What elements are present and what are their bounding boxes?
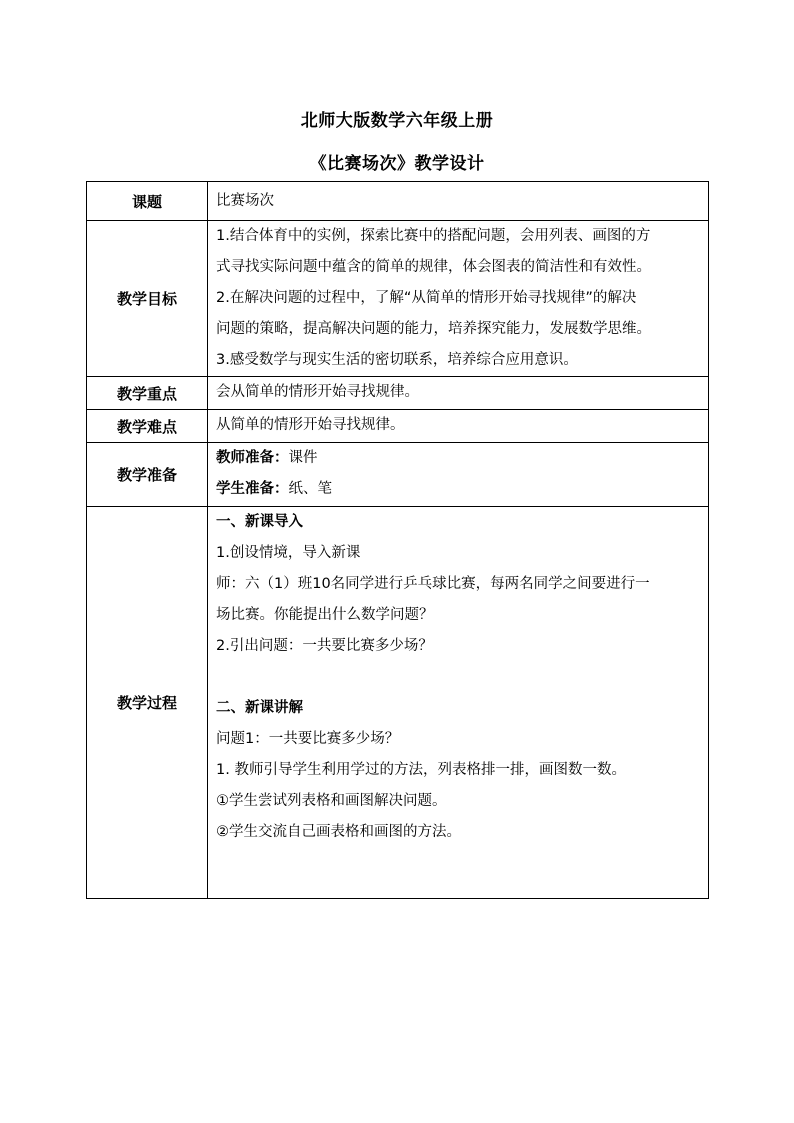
goal-line: 3.感受数学与现实生活的密切联系，培养综合应用意识。	[216, 352, 578, 368]
preparation-content	[208, 443, 709, 507]
document-title: 北师大版数学六年级上册	[300, 111, 494, 131]
topic-value: 比赛场次	[208, 182, 709, 221]
process-line: 1.创设情境，导入新课	[216, 545, 361, 561]
section-heading-explanation: 二、新课讲解	[216, 700, 303, 716]
difficulty-label: 教学难点	[87, 410, 208, 443]
document-subtitle: 《比赛场次》教学设计	[309, 154, 485, 174]
table-row-focus	[87, 377, 709, 410]
process-line: 场比赛。你能提出什么数学问题？	[216, 607, 434, 623]
process-label: 教学过程	[87, 507, 208, 899]
table-row-goals	[87, 221, 709, 377]
section-heading-intro: 一、新课导入	[216, 514, 303, 530]
focus-value: 会从简单的情形开始寻找规律。	[208, 377, 709, 410]
goal-line: 式寻找实际问题中蕴含的简单的规律，体会图表的简洁性和有效性。	[216, 259, 651, 275]
process-line: 师：六（1）班10名同学进行乒乓球比赛，每两名同学之间要进行一	[216, 576, 650, 592]
teacher-preparation-value: 课件	[288, 450, 318, 466]
lesson-plan-table	[86, 181, 709, 899]
table-row-difficulty	[87, 410, 709, 443]
goals-label: 教学目标	[87, 221, 208, 377]
process-line: ②学生交流自己画表格和画图的方法。	[216, 824, 461, 840]
focus-label: 教学重点	[87, 377, 208, 410]
difficulty-value: 从简单的情形开始寻找规律。	[208, 410, 709, 443]
student-preparation	[216, 474, 700, 505]
goal-line: 2.在解决问题的过程中，了解“从简单的情形开始寻找规律”的解决	[216, 290, 637, 306]
process-line: 1. 教师引导学生利用学过的方法，列表格排一排，画图数一数。	[216, 762, 626, 778]
preparation-label: 教学准备	[87, 443, 208, 507]
student-preparation-value: 纸、笔	[288, 481, 332, 497]
blank-line	[216, 662, 700, 693]
process-line: ①学生尝试列表格和画图解决问题。	[216, 793, 447, 809]
teacher-preparation	[216, 443, 700, 474]
table-row-process	[87, 507, 709, 899]
process-line: 问题1：一共要比赛多少场？	[216, 731, 400, 747]
process-content	[208, 507, 709, 899]
topic-label: 课题	[87, 182, 208, 221]
goals-content	[208, 221, 709, 377]
teacher-preparation-label: 教师准备：	[216, 450, 289, 466]
process-line: 2.引出问题：一共要比赛多少场？	[216, 638, 433, 654]
student-preparation-label: 学生准备：	[216, 481, 289, 497]
table-row-topic	[87, 182, 709, 221]
goal-line: 问题的策略，提高解决问题的能力，培养探究能力，发展数学思维。	[216, 321, 651, 337]
table-row-preparation	[87, 443, 709, 507]
goal-line: 1.结合体育中的实例，探索比赛中的搭配问题，会用列表、画图的方	[216, 228, 651, 244]
